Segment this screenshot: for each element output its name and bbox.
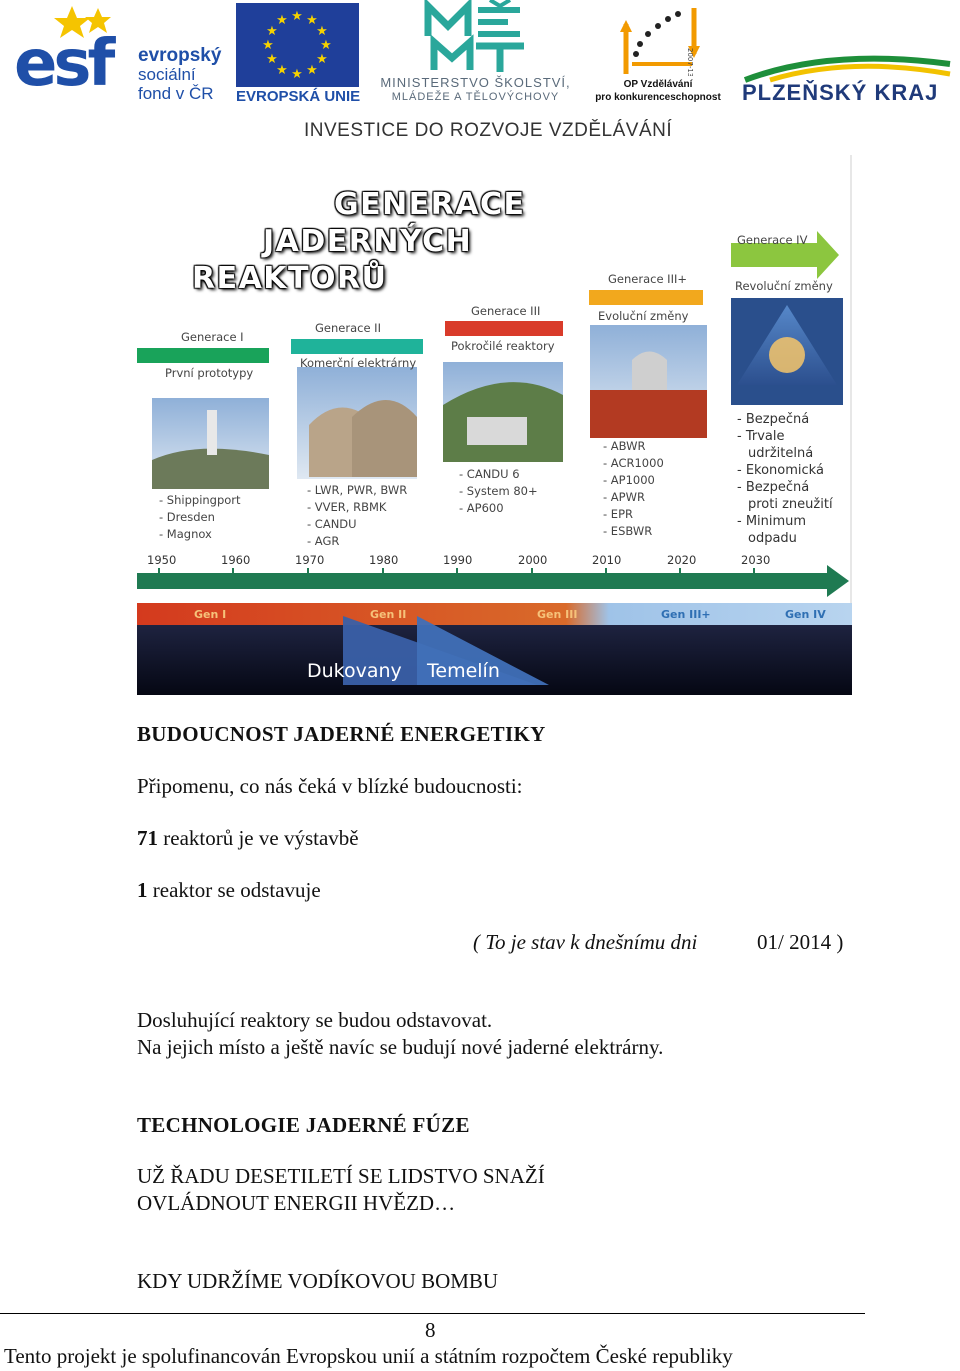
list-item: - AP1000 [603, 473, 655, 487]
esf-logo [14, 4, 229, 104]
paragraph-line-1: Dosluhující reaktory se budou odstavovat. [137, 1008, 493, 1032]
strip-label-gen-2: Gen II [370, 608, 407, 621]
funding-note: Tento projekt je spolufinancován Evropskou unií a státním rozpočtem České republiky [4, 1344, 733, 1368]
op-line-2: pro konkurenceschopnost [595, 92, 721, 103]
gen-4-list [737, 411, 833, 547]
esf-line-2: sociální [138, 65, 196, 84]
op-years: 2007-13 [686, 48, 694, 76]
strip-label-gen-4: Gen IV [785, 608, 826, 621]
svg-text:★: ★ [291, 66, 303, 81]
year-label: 1980 [369, 553, 399, 567]
year-label: 1970 [295, 553, 325, 567]
strip-label-gen-1: Gen I [194, 608, 227, 621]
bomb-question: KDY UDRŽÍME VODÍKOVOU BOMBU [137, 1269, 499, 1293]
reactor-generations-infographic [137, 155, 852, 695]
svg-text:★: ★ [316, 23, 328, 38]
list-item: - ABWR [603, 439, 646, 453]
svg-text:★: ★ [262, 37, 274, 52]
svg-text:★: ★ [276, 12, 288, 27]
gen-3-bar [445, 321, 563, 336]
stat-number: 71 [137, 826, 158, 850]
eu-label: EVROPSKÁ UNIE [236, 88, 361, 105]
year-label: 2000 [518, 553, 548, 567]
infographic-title-line-1: GENERACE [334, 187, 526, 222]
gen-3-name: Generace III [471, 304, 541, 318]
paragraph-line-2: Na jejich místo a ještě navíc se budují nové jaderné elektrárny. [137, 1035, 664, 1059]
page-number: 8 [425, 1318, 436, 1342]
svg-text:★: ★ [320, 37, 332, 52]
list-item: - Bezpečná [737, 480, 810, 495]
infographic-title-line-3: REAKTORŮ [192, 261, 388, 296]
list-item: - System 80+ [459, 484, 538, 498]
stat-number: 1 [137, 878, 148, 902]
strip-label-gen-3: Gen III [537, 608, 578, 621]
infographic-title-line-2: JADERNÝCH [263, 224, 473, 259]
strip-label-gen-3-plus: Gen III+ [661, 608, 711, 621]
list-item: - AGR [307, 534, 340, 548]
fusion-line-2: OVLÁDNOUT ENERGII HVĚZD… [137, 1191, 456, 1215]
list-item: - EPR [603, 507, 633, 521]
fusion-line-1: UŽ ŘADU DESETILETÍ SE LIDSTVO SNAŽÍ [137, 1164, 545, 1188]
gen-2-bar [291, 339, 423, 354]
year-label: 1960 [221, 553, 251, 567]
list-item: - Minimum [737, 514, 807, 529]
svg-text:★: ★ [316, 51, 328, 66]
header-tagline: INVESTICE DO ROZVOJE VZDĚLÁVÁNÍ [304, 120, 673, 141]
section-heading-future: BUDOUCNOST JADERNÉ ENERGETIKY [137, 722, 546, 746]
list-item: - Trvale [737, 429, 785, 444]
section-heading-fusion: TECHNOLOGIE JADERNÉ FÚZE [137, 1113, 470, 1137]
year-label: 1950 [147, 553, 177, 567]
list-item: - Ekonomická [737, 463, 824, 478]
gen-4-subtitle: Revoluční změny [735, 279, 833, 293]
list-item: - CANDU [307, 517, 357, 531]
gen-1-bar [137, 348, 269, 363]
svg-text:★: ★ [291, 8, 303, 23]
gen-1-list [159, 492, 241, 543]
gen-3-plus-name: Generace III+ [608, 272, 687, 286]
list-item: - CANDU 6 [459, 467, 520, 481]
op-caption [588, 78, 728, 104]
stat-text: reaktorů je ve výstavbě [158, 826, 359, 850]
gen-1-name: Generace I [181, 330, 244, 344]
esf-caption [138, 46, 221, 103]
year-label: 1990 [443, 553, 473, 567]
op-logo-mark [618, 4, 702, 76]
op-line-1: OP Vzdělávání [623, 79, 693, 90]
footer-divider [0, 1313, 865, 1314]
msmt-line-2: MLÁDEŽE A TĚLOVÝCHOVY [391, 91, 560, 103]
stat-under-construction [137, 828, 359, 849]
list-item: - ESBWR [603, 524, 653, 538]
year-label: 2010 [592, 553, 622, 567]
list-item: - Magnox [159, 527, 212, 541]
gen-3-plus-subtitle: Evoluční změny [598, 309, 689, 323]
svg-text:★: ★ [266, 23, 278, 38]
plant-label-temelin: Temelín [427, 660, 500, 682]
gen-2-list [307, 482, 407, 550]
stat-text: reaktor se odstavuje [147, 878, 321, 902]
list-item: udržitelná [748, 446, 814, 461]
list-item: - Bezpečná [737, 412, 810, 427]
list-item: - Shippingport [159, 493, 241, 507]
esf-line-1: evropský [138, 45, 222, 66]
gen-3-plus-bar [589, 290, 703, 305]
gen-2-subtitle: Komerční elektrárny [300, 356, 417, 370]
list-item: - APWR [603, 490, 645, 504]
status-note: ( To je stav k dnešnímu dni [473, 930, 698, 954]
gen-3-plus-list [603, 438, 664, 540]
reminder-text: Připomenu, co nás čeká v blízké budoucnosti: [137, 774, 523, 798]
year-label: 2020 [667, 553, 697, 567]
plant-label-dukovany: Dukovany [307, 660, 402, 682]
svg-text:★: ★ [266, 51, 278, 66]
esf-line-3: fond v ČR [138, 84, 214, 103]
year-label: 2030 [741, 553, 771, 567]
list-item: - LWR, PWR, BWR [307, 483, 408, 497]
stat-shutting-down [137, 880, 321, 901]
gen-4-name: Generace IV [737, 233, 808, 247]
gen-2-name: Generace II [315, 321, 381, 335]
list-item: odpadu [748, 531, 797, 546]
svg-text:★: ★ [306, 12, 318, 27]
status-date: 01/ 2014 ) [757, 930, 844, 954]
list-item: - ACR1000 [603, 456, 664, 470]
gen-3-subtitle: Pokročilé reaktory [451, 339, 555, 353]
esf-letters: esf [14, 27, 112, 101]
list-item: - AP600 [459, 501, 504, 515]
gen-1-subtitle: První prototypy [165, 366, 254, 380]
svg-text:★: ★ [306, 62, 318, 77]
msmt-logo-mark [420, 0, 530, 75]
list-item: - Dresden [159, 510, 215, 524]
svg-text:★: ★ [276, 62, 288, 77]
list-item: proti zneužití [748, 497, 833, 512]
eu-flag-icon [236, 3, 359, 87]
plzensky-kraj-label: PLZEŇSKÝ KRAJ [742, 80, 939, 105]
gen-3-list [459, 466, 538, 517]
list-item: - VVER, RBMK [307, 500, 387, 514]
msmt-line-1: MINISTERSTVO ŠKOLSTVÍ, [380, 75, 571, 90]
msmt-caption [368, 76, 583, 104]
